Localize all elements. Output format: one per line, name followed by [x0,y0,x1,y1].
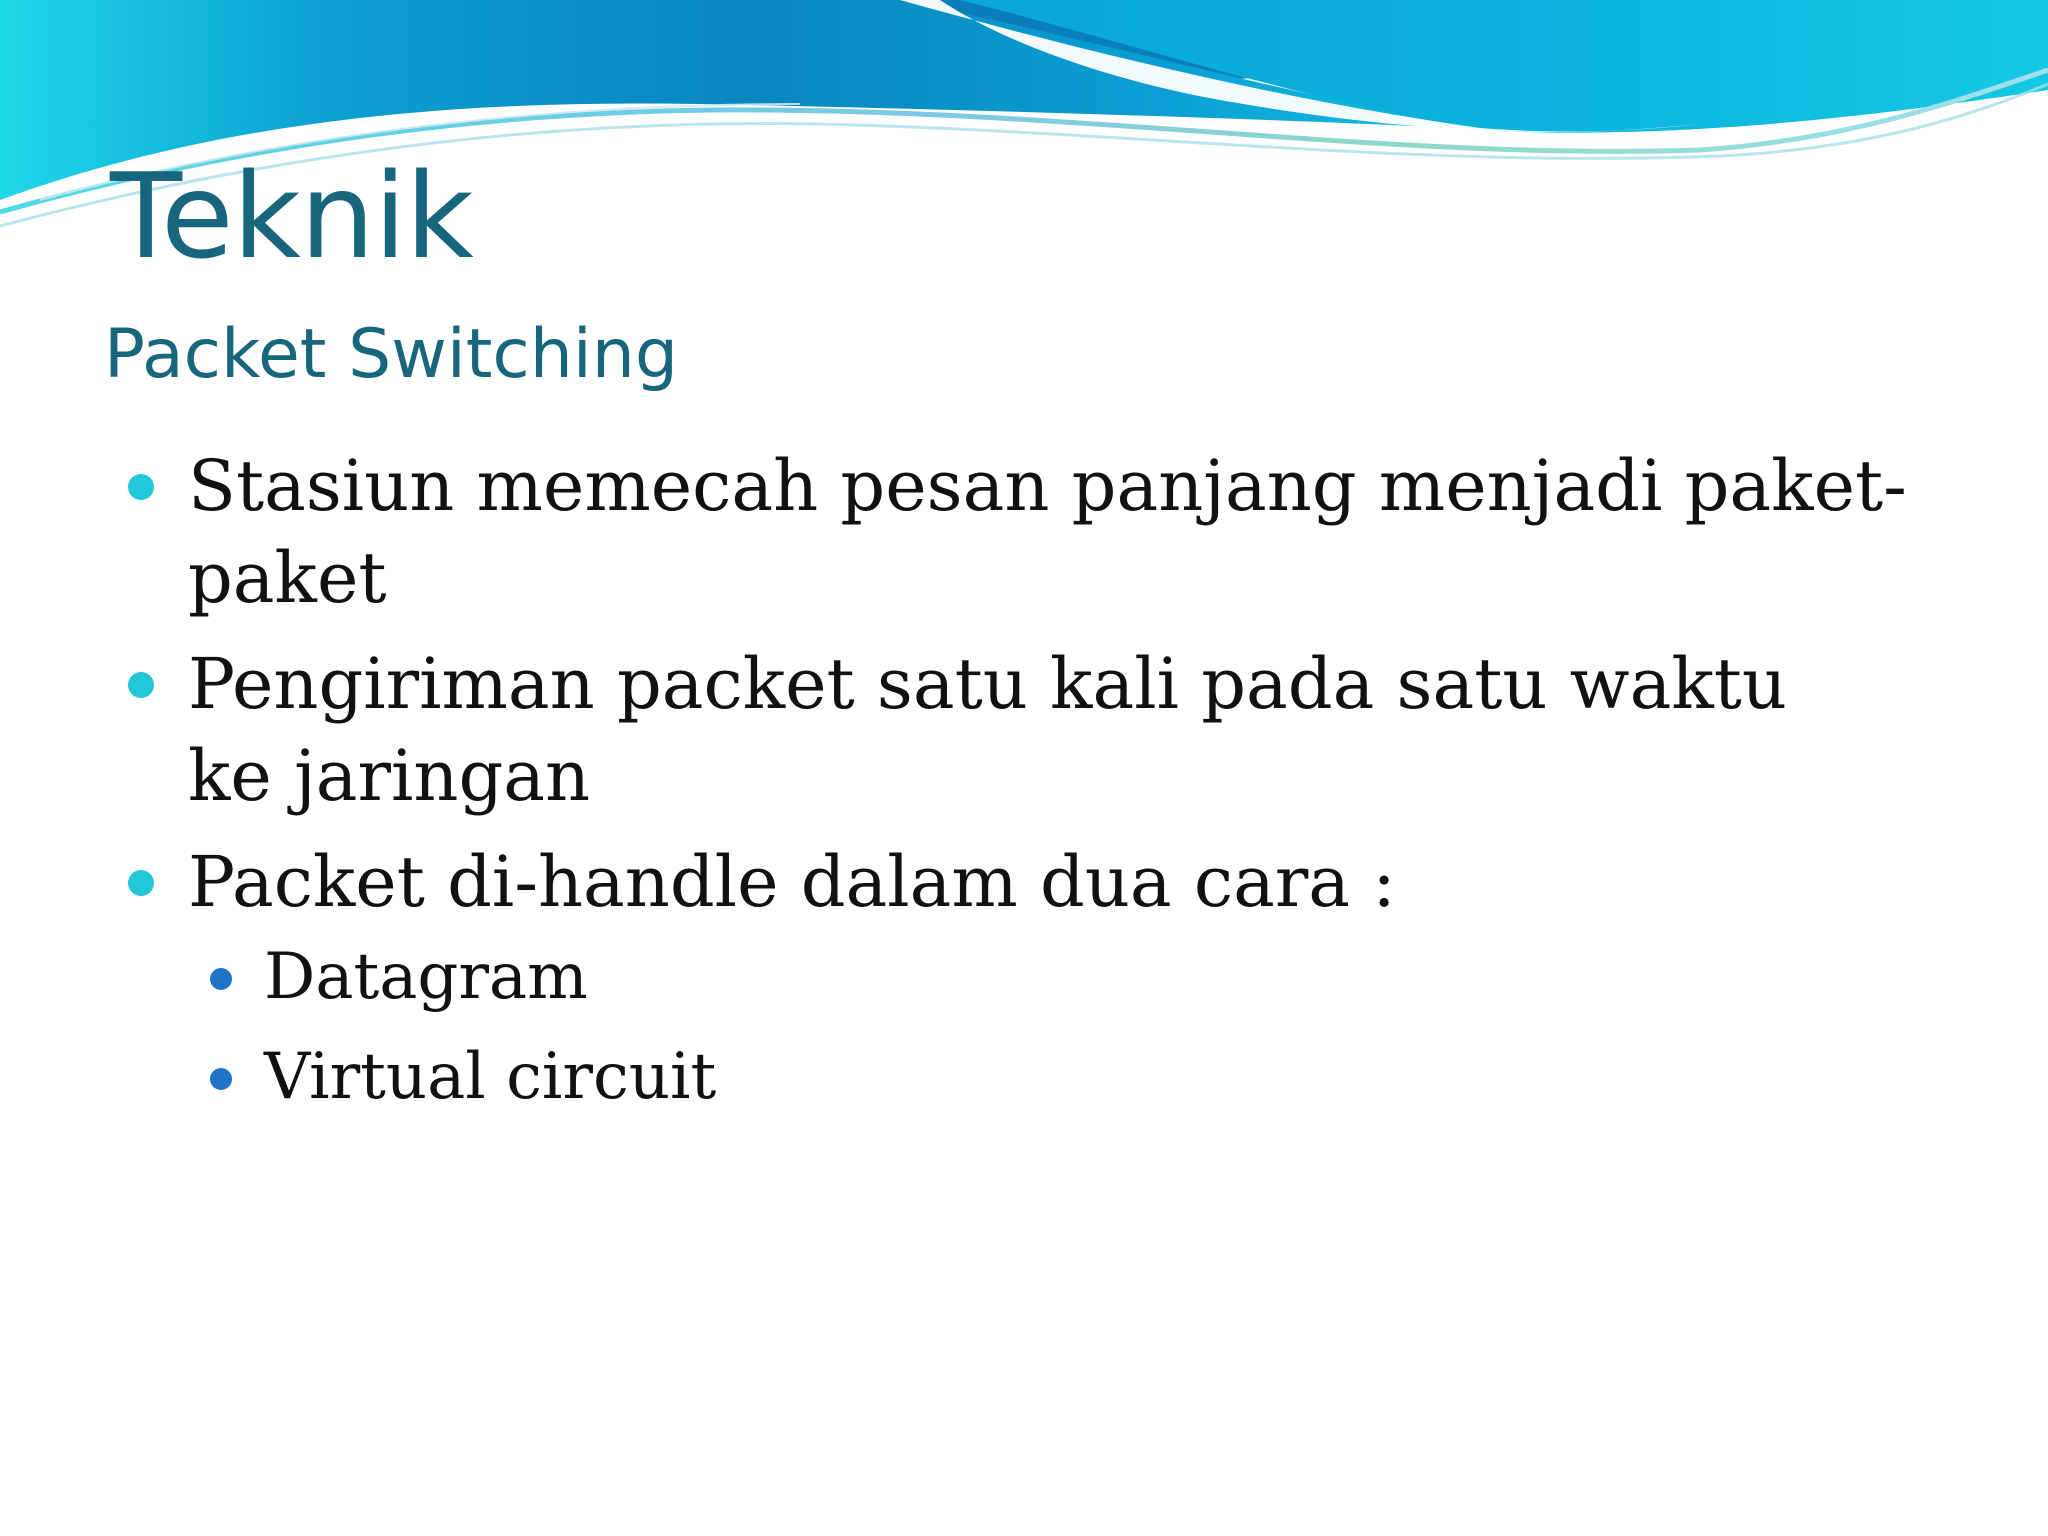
bullet-text: Stasiun memecah pesan panjang menjadi paket-paket [188,445,1907,619]
bullet-item [128,836,2008,1126]
slide-content [128,440,2008,1140]
sub-bullet-dot-icon [210,968,232,990]
bullet-item [128,440,2008,624]
bullet-text: Pengiriman packet satu kali pada satu waktu ke jaringan [188,643,1787,817]
sub-bullet-wrap [188,928,2008,1126]
bullet-dot-icon [128,672,154,698]
bullet-dot-icon [128,870,154,896]
sub-bullet-item [210,1028,2008,1126]
sub-bullet-item [210,928,2008,1026]
sub-bullet-list [210,928,2008,1126]
bullet-list [128,440,2008,1126]
slide-subtitle: Packet Switching [104,315,679,394]
bullet-item [128,638,1808,822]
bullet-text: Packet di-handle dalam dua cara : [188,841,1396,923]
bullet-dot-icon [128,474,154,500]
sub-bullet-dot-icon [210,1068,232,1090]
sub-bullet-text: Datagram [264,940,588,1014]
slide-title: Teknik [110,147,473,285]
sub-bullet-text: Virtual circuit [264,1040,717,1114]
